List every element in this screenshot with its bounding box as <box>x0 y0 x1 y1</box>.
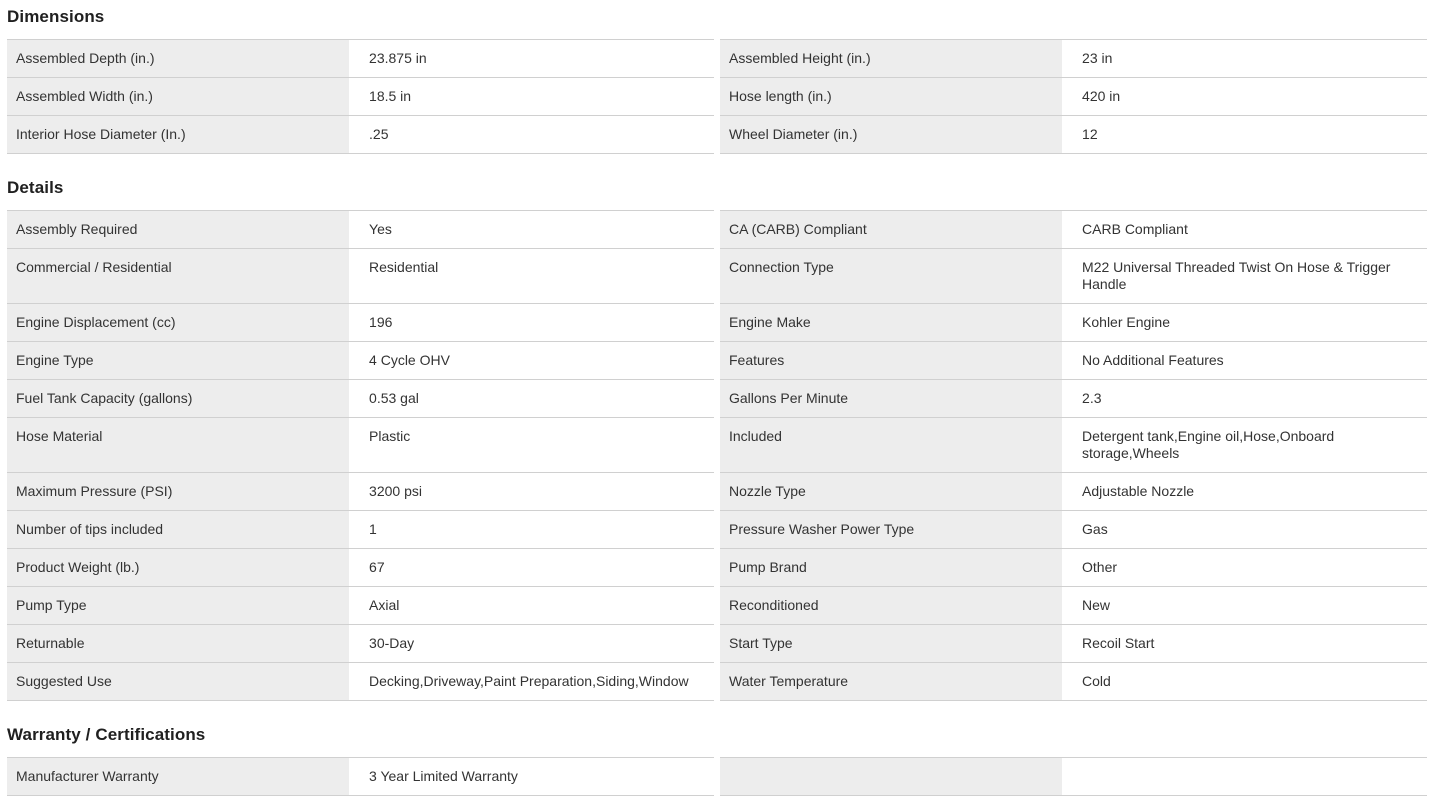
section-title-dimensions: Dimensions <box>7 7 105 26</box>
spec-value: .25 <box>349 116 714 154</box>
section-title-warranty-certifications: Warranty / Certifications <box>7 725 206 744</box>
spec-label: Assembled Width (in.) <box>7 78 349 116</box>
spec-label: Maximum Pressure (PSI) <box>7 473 349 511</box>
spec-label: Gallons Per Minute <box>720 380 1062 418</box>
spec-label: Assembled Height (in.) <box>720 39 1062 78</box>
spec-row <box>7 210 1427 249</box>
spec-value: Recoil Start <box>1062 625 1427 663</box>
spec-value: Axial <box>349 587 714 625</box>
spec-row <box>7 587 1427 625</box>
spec-label: Returnable <box>7 625 349 663</box>
spec-value: 0.53 gal <box>349 380 714 418</box>
spec-section-warranty-certifications <box>7 725 1427 796</box>
spec-value: 12 <box>1062 116 1427 154</box>
spec-row <box>7 342 1427 380</box>
spec-label: Interior Hose Diameter (In.) <box>7 116 349 154</box>
spec-row <box>7 304 1427 342</box>
spec-value: 3200 psi <box>349 473 714 511</box>
spec-label: Pressure Washer Power Type <box>720 511 1062 549</box>
spec-value: No Additional Features <box>1062 342 1427 380</box>
spec-row <box>7 663 1427 701</box>
spec-row <box>7 549 1427 587</box>
spec-label: Engine Type <box>7 342 349 380</box>
spec-value: 23.875 in <box>349 39 714 78</box>
spec-label: Included <box>720 418 1062 473</box>
spec-value: 30-Day <box>349 625 714 663</box>
spec-label <box>720 757 1062 796</box>
spec-label: Connection Type <box>720 249 1062 304</box>
spec-value: M22 Universal Threaded Twist On Hose & Trigger Handle <box>1062 249 1427 304</box>
spec-value: Yes <box>349 210 714 249</box>
spec-value: New <box>1062 587 1427 625</box>
spec-label: Pump Brand <box>720 549 1062 587</box>
spec-row <box>7 757 1427 796</box>
spec-label: Commercial / Residential <box>7 249 349 304</box>
spec-section-details <box>7 178 1427 701</box>
spec-value: Detergent tank,Engine oil,Hose,Onboard storage,Wheels <box>1062 418 1427 473</box>
spec-table-warranty-certifications <box>7 757 1427 796</box>
spec-value: Kohler Engine <box>1062 304 1427 342</box>
spec-value: 3 Year Limited Warranty <box>349 757 714 796</box>
spec-value: 196 <box>349 304 714 342</box>
spec-row <box>7 116 1427 154</box>
spec-label: Number of tips included <box>7 511 349 549</box>
spec-label: Features <box>720 342 1062 380</box>
spec-value: Cold <box>1062 663 1427 701</box>
spec-value: 67 <box>349 549 714 587</box>
spec-label: Assembly Required <box>7 210 349 249</box>
spec-label: Product Weight (lb.) <box>7 549 349 587</box>
spec-value: Adjustable Nozzle <box>1062 473 1427 511</box>
spec-label: Hose length (in.) <box>720 78 1062 116</box>
spec-value: Residential <box>349 249 714 304</box>
spec-value: Other <box>1062 549 1427 587</box>
spec-section-dimensions <box>7 7 1427 154</box>
spec-table-details <box>7 210 1427 701</box>
spec-row <box>7 380 1427 418</box>
spec-label: Engine Make <box>720 304 1062 342</box>
spec-value <box>1062 757 1427 796</box>
spec-label: Pump Type <box>7 587 349 625</box>
spec-label: CA (CARB) Compliant <box>720 210 1062 249</box>
spec-label: Water Temperature <box>720 663 1062 701</box>
spec-label: Manufacturer Warranty <box>7 757 349 796</box>
spec-value: Decking,Driveway,Paint Preparation,Siding,Window <box>349 663 714 701</box>
spec-value: Plastic <box>349 418 714 473</box>
spec-label: Start Type <box>720 625 1062 663</box>
spec-label: Hose Material <box>7 418 349 473</box>
spec-row <box>7 78 1427 116</box>
spec-value: 18.5 in <box>349 78 714 116</box>
spec-value: Gas <box>1062 511 1427 549</box>
spec-label: Fuel Tank Capacity (gallons) <box>7 380 349 418</box>
spec-label: Suggested Use <box>7 663 349 701</box>
spec-row <box>7 418 1427 473</box>
spec-value: 420 in <box>1062 78 1427 116</box>
spec-value: 1 <box>349 511 714 549</box>
section-title-details: Details <box>7 178 64 197</box>
spec-label: Engine Displacement (cc) <box>7 304 349 342</box>
spec-row <box>7 625 1427 663</box>
spec-label: Assembled Depth (in.) <box>7 39 349 78</box>
spec-row <box>7 473 1427 511</box>
spec-row <box>7 39 1427 78</box>
spec-value: 23 in <box>1062 39 1427 78</box>
spec-value: 2.3 <box>1062 380 1427 418</box>
spec-label: Wheel Diameter (in.) <box>720 116 1062 154</box>
spec-label: Nozzle Type <box>720 473 1062 511</box>
spec-value: 4 Cycle OHV <box>349 342 714 380</box>
spec-value: CARB Compliant <box>1062 210 1427 249</box>
spec-label: Reconditioned <box>720 587 1062 625</box>
spec-table-dimensions <box>7 39 1427 154</box>
spec-row <box>7 249 1427 304</box>
spec-row <box>7 511 1427 549</box>
